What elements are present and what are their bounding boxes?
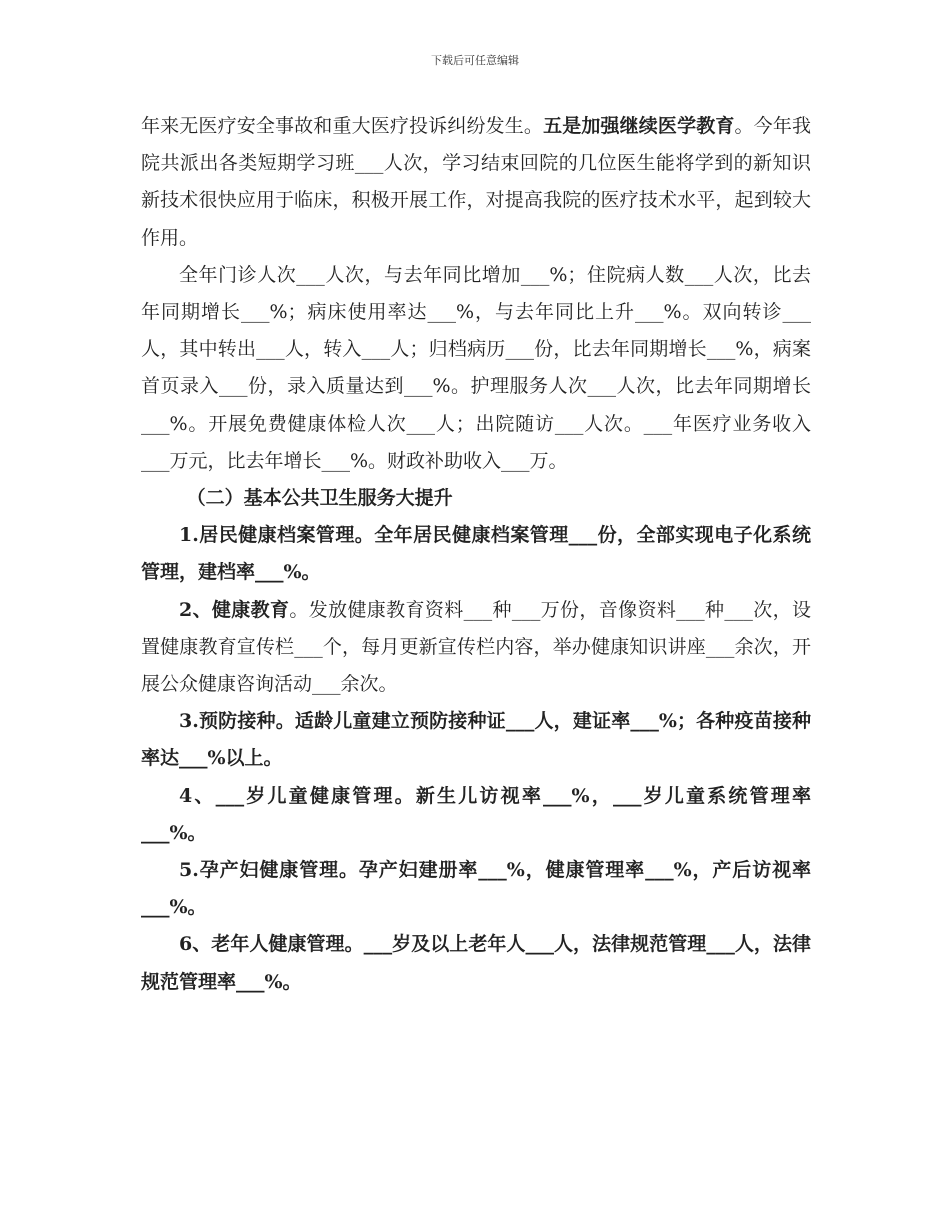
page-header: 下载后可任意编辑 [431, 54, 519, 67]
item-child-health [141, 778, 811, 852]
item-text: 4、___岁儿童健康管理。新生儿访视率___%，___岁儿童系统管理率___%。 [141, 784, 811, 844]
item-text: 6、老年人健康管理。___岁及以上老年人___人，法律规范管理___人，法律规范管理率___%。 [141, 933, 811, 993]
paragraph-text: 。今年我院共派出各类短期学习班___人次，学习结束回院的几位医生能将学到的新知识新技术很快应用于临床，积极开展工作，对提高我院的医疗技术水平，起到较大作用。 [141, 115, 811, 249]
section-heading: （二）基本公共卫生服务大提升 [186, 487, 453, 510]
bold-lead: 五是加强继续医学教育 [543, 115, 735, 137]
item-maternal-health [141, 852, 811, 926]
document-body [141, 108, 811, 1001]
item-text: 5.孕产妇健康管理。孕产妇建册率___%，健康管理率___%，产后访视率___%。 [141, 859, 811, 919]
paragraph-statistics: 全年门诊人次___人次，与去年同比增加___%；住院病人数___人次，比去年同期增长___%；病床使用率达___%，与去年同比上升___%。双向转诊___人，其中转出___人，转入___人；归档病历___份，比去年同期增长___%，病案首页录入___份，录入质量达到___%。护理服务人次___人次，比去年同期增长___%。开展免费健康体检人次___人；出院随访___人次。___年医疗业务收入___万元，比去年增长___%。财政补助收入___万。 [141, 263, 811, 472]
item-text: 1.居民健康档案管理。全年居民健康档案管理___份，全部实现电子化系统管理，建档率___%。 [141, 524, 811, 584]
item-health-education [141, 592, 811, 704]
item-vaccination [141, 703, 811, 777]
item-text: 3.预防接种。适龄儿童建立预防接种证___人，建证率___%；各种疫苗接种率达___%以上。 [141, 710, 811, 770]
item-health-records [141, 517, 811, 591]
bold-lead: 2、健康教育 [179, 598, 290, 621]
item-elderly-health [141, 926, 811, 1000]
paragraph-continuing-education [141, 108, 811, 257]
paragraph-text: 年来无医疗安全事故和重大医疗投诉纠纷发生。 [141, 115, 544, 137]
item-text: 。发放健康教育资料___种___万份，音像资料___种___次，设置健康教育宣传栏___个，每月更新宣传栏内容，举办健康知识讲座___余次，开展公众健康咨询活动___余次。 [141, 598, 811, 696]
